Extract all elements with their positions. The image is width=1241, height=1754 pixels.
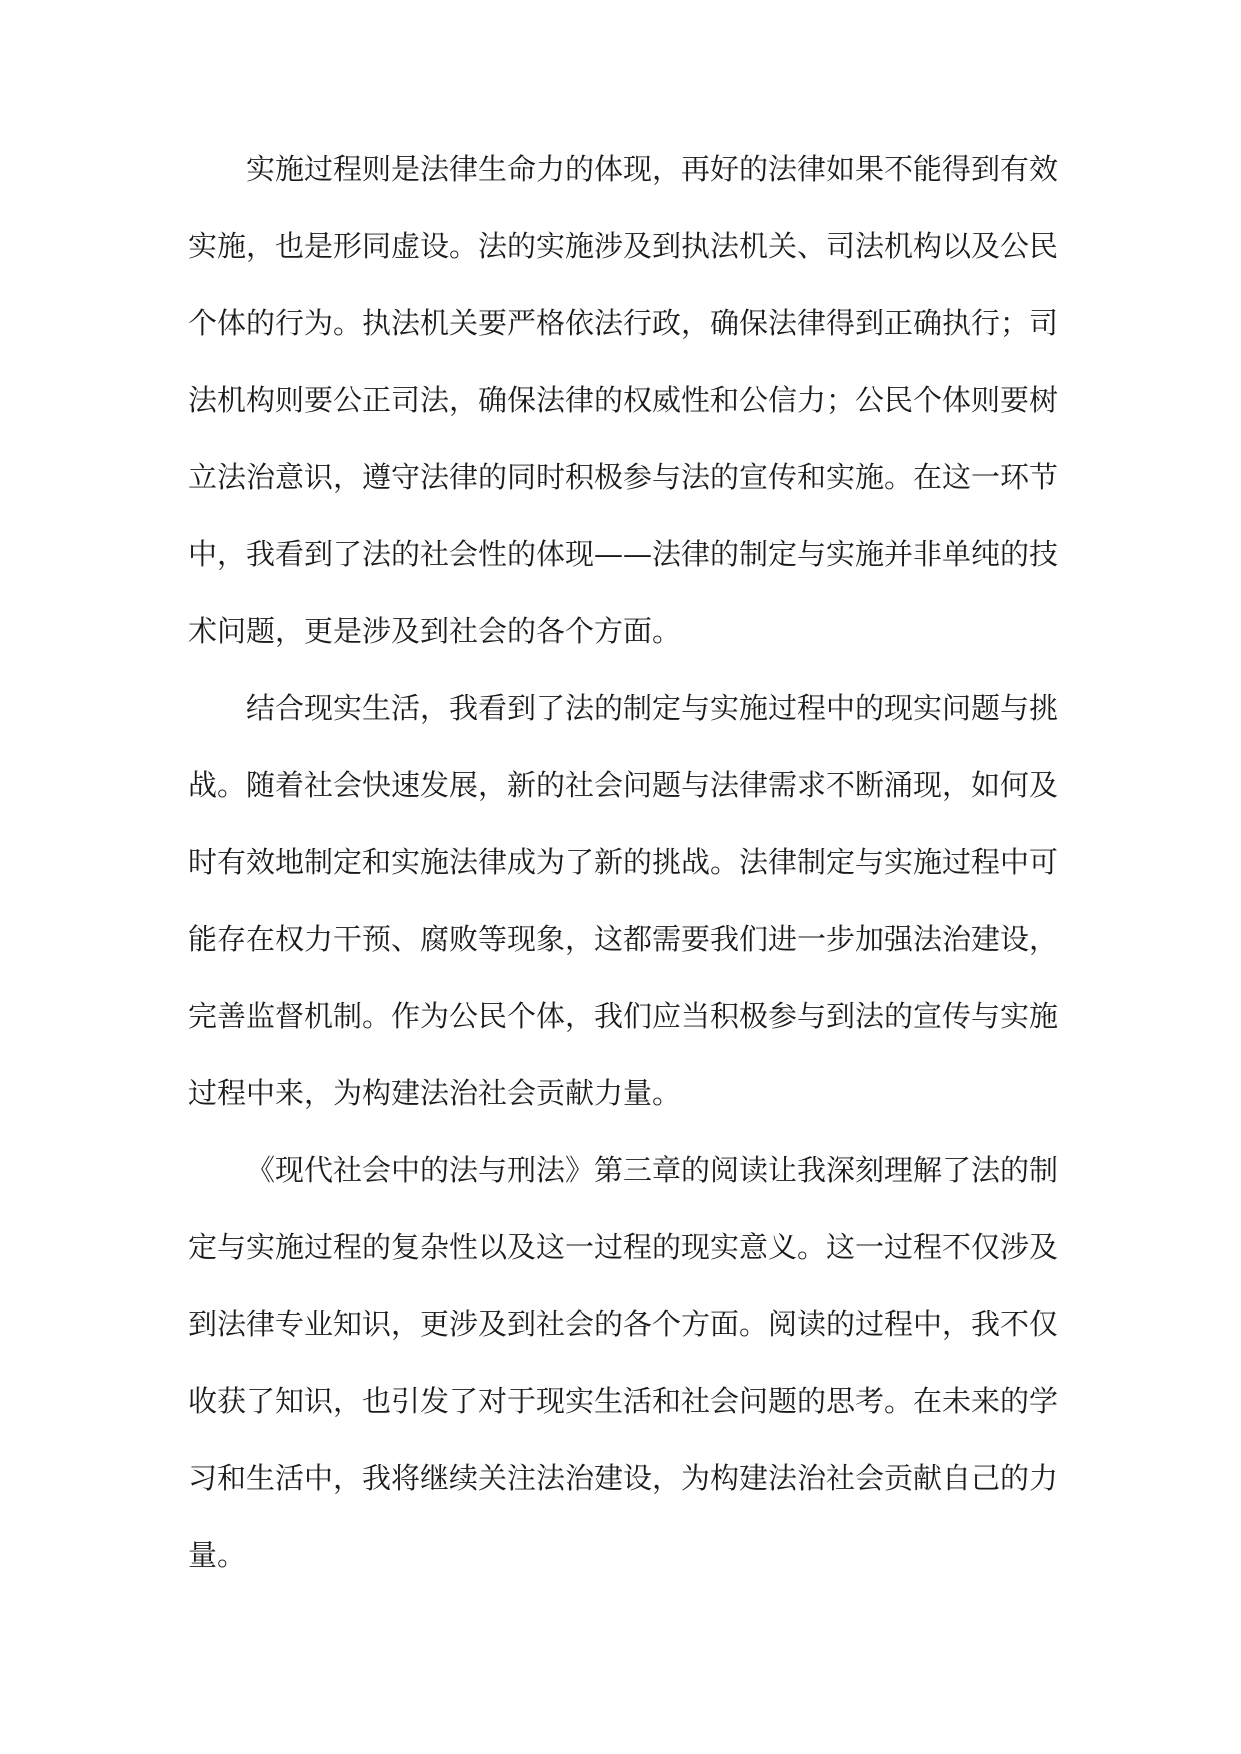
- paragraph-2: [188, 689, 1059, 1151]
- paragraph-line: 收获了知识，也引发了对于现实生活和社会问题的思考。在未来的学: [188, 1384, 1059, 1418]
- document-body: [188, 150, 1059, 1613]
- paragraph-line: 中，我看到了法的社会性的体现——法律的制定与实施并非单纯的技: [188, 537, 1059, 571]
- paragraph-line: 法机构则要公正司法，确保法律的权威性和公信力；公民个体则要树: [188, 383, 1059, 417]
- paragraph-line: 立法治意识，遵守法律的同时积极参与法的宣传和实施。在这一环节: [188, 460, 1059, 494]
- paragraph-line: 完善监督机制。作为公民个体，我们应当积极参与到法的宣传与实施: [188, 999, 1059, 1033]
- paragraph-line: 《现代社会中的法与刑法》第三章的阅读让我深刻理解了法的制: [246, 1153, 1059, 1187]
- paragraph-line: 结合现实生活，我看到了法的制定与实施过程中的现实问题与挑: [246, 691, 1059, 725]
- paragraph-line: 定与实施过程的复杂性以及这一过程的现实意义。这一过程不仅涉及: [188, 1230, 1059, 1264]
- paragraph-line: 到法律专业知识，更涉及到社会的各个方面。阅读的过程中，我不仅: [188, 1307, 1059, 1341]
- paragraph-line: 实施，也是形同虚设。法的实施涉及到执法机关、司法机构以及公民: [188, 229, 1059, 263]
- paragraph-line: 战。随着社会快速发展，新的社会问题与法律需求不断涌现，如何及: [188, 768, 1059, 802]
- paragraph-line: 过程中来，为构建法治社会贡献力量。: [188, 1076, 682, 1110]
- paragraph-line: 实施过程则是法律生命力的体现，再好的法律如果不能得到有效: [246, 152, 1059, 186]
- paragraph-line: 个体的行为。执法机关要严格依法行政，确保法律得到正确执行；司: [188, 306, 1059, 340]
- paragraph-line: 时有效地制定和实施法律成为了新的挑战。法律制定与实施过程中可: [188, 845, 1059, 879]
- paragraph-3: [188, 1151, 1059, 1613]
- paragraph-1: [188, 150, 1059, 689]
- paragraph-line: 术问题，更是涉及到社会的各个方面。: [188, 614, 682, 648]
- paragraph-line: 能存在权力干预、腐败等现象，这都需要我们进一步加强法治建设，: [188, 922, 1059, 956]
- paragraph-line: 量。: [188, 1538, 247, 1572]
- paragraph-line: 习和生活中，我将继续关注法治建设，为构建法治社会贡献自己的力: [188, 1461, 1059, 1495]
